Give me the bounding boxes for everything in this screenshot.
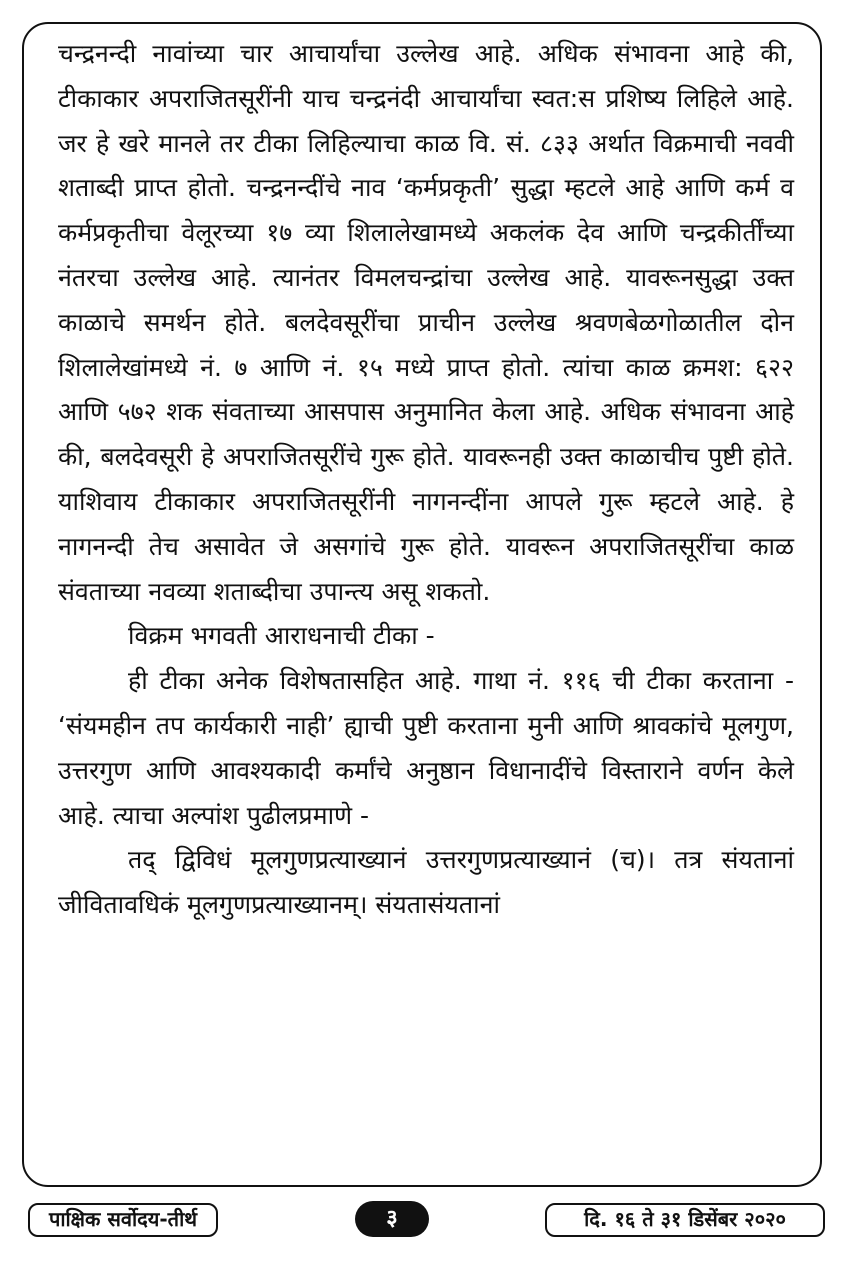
page-number: ३ xyxy=(355,1201,429,1237)
sanskrit-quote: तद् द्विविधं मूलगुणप्रत्याख्यानं उत्तरगुणप्रत्याख्यानं (च)। तत्र संयतानां जीवितावधिकं मूलगुणप्रत्याख्यानम्। संयतासंयतानां xyxy=(58,845,794,920)
publication-name: पाक्षिक सर्वोदय-तीर्थ xyxy=(28,1203,218,1237)
body-text xyxy=(58,32,794,928)
section-heading: विक्रम भगवती आराधनाची टीका - xyxy=(128,621,435,651)
paragraph-1: चन्द्रनन्दी नावांच्या चार आचार्यांचा उल्लेख आहे. अधिक संभावना आहे की, टीकाकार अपराजितसूरींनी याच चन्द्रनंदी आचार्यांचा स्वत:स प्रशिष्य लिहिले आहे. जर हे खरे मानले तर टीका लिहिल्याचा काळ वि. सं. ८३३ अर्थात विक्रमाची नववी शताब्दी प्राप्त होतो. चन्द्रनन्दींचे नाव ‘कर्मप्रकृती’ सुद्धा म्हटले आहे आणि कर्म व कर्मप्रकृतीचा वेलूरच्या १७ व्या शिलालेखामध्ये अकलंक देव आणि चन्द्रकीर्तींच्या नंतरचा उल्लेख आहे. त्यानंतर विमलचन्द्रांचा उल्लेख आहे. यावरूनसुद्धा उक्त काळाचे समर्थन होते. बलदेवसूरींचा प्राचीन उल्लेख श्रवणबेळगोळातील दोन शिलालेखांमध्ये नं. ७ आणि नं. १५ मध्ये प्राप्त होतो. त्यांचा काळ क्रमश: ६२२ आणि ५७२ शक संवताच्या आसपास अनुमानित केला आहे. अधिक संभावना आहे की, बलदेवसूरी हे अपराजितसूरींचे गुरू होते. यावरूनही उक्त काळाचीच पुष्टी होते. याशिवाय टीकाकार अपराजितसूरींनी नागनन्दींना आपले गुरू म्हटले आहे. हे नागनन्दी तेच असावेत जे असगांचे गुरू होते. यावरून अपराजितसूरींचा काळ संवताच्या नवव्या शताब्दीचा उपान्त्य असू शकतो. xyxy=(58,39,794,606)
issue-date: दि. १६ ते ३१ डिसेंबर २०२० xyxy=(545,1203,825,1237)
paragraph-2: ही टीका अनेक विशेषतासहित आहे. गाथा नं. ११६ ची टीका करताना - ‘संयमहीन तप कार्यकारी नाही’ ह्याची पुष्टी करताना मुनी आणि श्रावकांचे मूलगुण, उत्तरगुण आणि आवश्यकादी कर्मांचे अनुष्ठान विधानादींचे विस्ताराने वर्णन केले आहे. त्याचा अल्पांश पुढीलप्रमाणे - xyxy=(58,666,794,830)
